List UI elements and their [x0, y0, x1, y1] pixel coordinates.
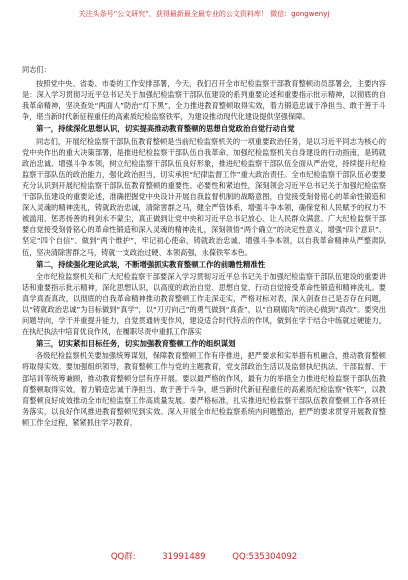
section-body-1: 同志们，开展纪检监察干部队伍教育整顿是当前纪检监察机关的一项重要政治任务，是以习近平同志为核心的党中央作出的重大决策部署，是推进纪检监察干部队伍自我革命、加强纪检监察机关自身建设的行动指南，是铸就政治忠诚、增强斗争本领，树立纪检监察干部队伍良好形象，推进纪检监察干部队伍全面从严治党，持续提升纪检监察干部队伍的政治能力，强化政治担当，切实承担“纪律监督工作”重大政治责任。全市纪检监察干部队伍必要要充分认识到开展纪检监察干部队伍教育整顿的重要性、必要性和紧迫性，深刻领会习近平总书记关于加强纪检监察干部队伍建设的重要论述，准确把握党中央设计开展自我监督机制的战略意图，自觉接受刻骨铭心的革命性锻造和深入灵魂的精神洗礼，铸就政治忠诚，清除害群之马，健全严管体系，增强斗争本领，确保党和人民赋予的权力不被滥用、惩恶扬善的利剑永不蒙尘，真正做到让党中央和习近平总书记放心、让人民群众满意。广大纪检监察干部要自觉接受刻骨铭心的革命性锻造和深入灵魂的精神洗礼，深刻领悟“两个确立”的决定性意义，增强“四个意识”、坚定“四个自信”、做到“两个维护”，牢记初心使命，铸就政治忠诚、增强斗争本领，以自我革命精神从严整肃队伍，坚决清除害群之马，铸就一支政治过硬、本领高强，永葆铁军本色。: [22, 136, 386, 257]
section-body-2: 全市纪检监察机关和广大纪检监察干部要深入学习贯彻习近平总书记关于加强纪检监察干部队伍建设的重要讲话和重要指示批示精神，深化思想认识，以高度的政治自觉、思想自觉、行动自觉接受革命性锻造和精神洗礼。要真学真查真改，以彻底的自我革命精神推动教育整顿工作走深走实，严格对标对表，深入剖查自己是否存在问题，以“铸就政治忠诚”为目标做到“真学”，以“刀刃向己”的勇气做到“真查”，以“自刷腐肉”的决心做到“真改”。要突出问题导向，学干并重提升能力，自觉贯通转变作风，建设适合时代特点的作风，做到在学干结合中练就过硬能力，在执纪执法中培育优良作风，在履职尽责中重抓工作落实: [22, 271, 386, 337]
qq-group-text: QQ群: 31991489: [110, 552, 206, 562]
section-heading-1: 第一，持续深化思想认识，切实提高推动教育整顿的思想自觉政治自觉行动自觉: [36, 124, 295, 134]
salutation: 同志们：: [22, 65, 51, 74]
qq-text: QQ:535304092: [232, 552, 298, 562]
section-heading-2: 第二，持续强化理论武装，不断增强抓实教育整顿工作的前瞻性精准性: [36, 259, 266, 269]
section-body-3: 各级纪检监察机关要加强统筹谋划，保障教育整顿工作有序推进，把严要求和实举措有机融合，推动教育整顿将取得实效。要加强组织领导，教育整顿工作与党的主题教育，党支部政治生活以及监督执纪执法、干部监督、干部培训等统筹兼顾，推动教育整顿分层有序开展。要以最严格的作风，最有力的举措全力推进纪检监察干部队伍教育整顿取得实效，着力锻造忠诚干净担当、敢于善于斗争，堪当新时代新征程重任的高素质纪检监察“铁军”，以教育整顿良好成效推动全市纪检监察工作高质量发展。要严格标准，扎实推进纪检监察干部队伍教育整顿工作各项任务落实，以良好作风推进教育整顿见到实效。深入开展全市纪检监察系统内问题整治，把严的要求贯穿开展教育整顿工作全过程，紧紧抓住学习教育，: [22, 351, 386, 427]
section-heading-3: 第三，切实紧扣目标任务，切实加强教育整顿工作的组织谋划: [36, 339, 236, 349]
intro-paragraph: 按照党中央、省委、市委的工作安排部署，今天，我们召开全市纪检监察干部教育整顿动员部署会，主要内容是：深入学习贯彻习近平总书记关于加强纪检监察干部队伍建设的系列重要论述和重要指示批示精神，以彻底的自我革命精神，坚决查处“两面人”防治“灯下黑”，全力推进教育整顿取得实效，着力锻造忠诚干净担当、敢于善于斗争，堪当新时代新征程重任的高素质纪检监察铁军，为建设推动现代化建设提供坚强保障。: [22, 79, 386, 122]
document-body: [22, 64, 386, 428]
promo-banner-text: 关注头条号“公文研究”，获得最新最全最专业的公文资料库！ 微信：gongwenyj: [78, 10, 330, 18]
contact-footer: [0, 548, 408, 566]
promo-banner: [0, 6, 408, 22]
